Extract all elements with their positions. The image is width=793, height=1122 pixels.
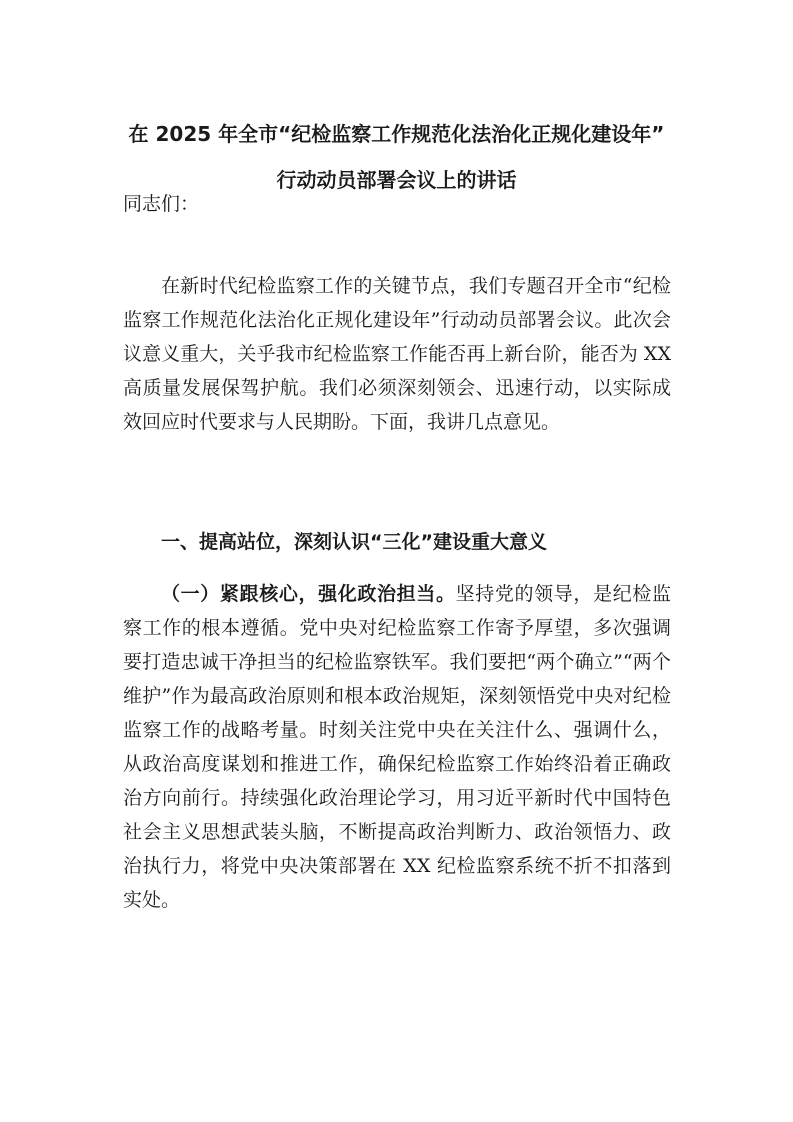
subsection-body: 坚持党的领导，是纪检监察工作的根本遵循。党中央对纪检监察工作寄予厚望，多次强调要打造忠诚干净担当的纪检监察铁军。我们要把“两个确立”“两个维护”作为最高政治原则和根本政治规矩，深刻领悟党中央对纪检监察工作的战略考量。时刻关注党中央在关注什么、强调什么，从政治高度谋划和推进工作，确保纪检监察工作始终沿着正确政治方向前行。持续强化政治理论学习，用习近平新时代中国特色社会主义思想武装头脑，不断提高政治判断力、政治领悟力、政治执行力，将党中央决策部署在 XX 纪检监察系统不折不扣落到实处。 [123,583,671,911]
document-title-line-1: 在 2025 年全市“纪检监察工作规范化法治化正规化建设年” [128,122,665,146]
intro-paragraph: 在新时代纪检监察工作的关键节点，我们专题召开全市“纪检监察工作规范化法治化正规化建设年”行动动员部署会议。此次会议意义重大，关乎我市纪检监察工作能否再上新台阶，能否为 XX 高质量发展保驾护航。我们必须深刻领会、迅速行动，以实际成效回应时代要求与人民期盼。下面，我讲几点意见。 [123,275,671,433]
document-title-line-2: 行动动员部署会议上的讲话 [276,168,517,192]
salutation: 同志们： [123,193,200,215]
section-1-subsection-1-paragraph [123,577,671,917]
section-1-heading: 一、提高站位，深刻认识“三化”建设重大意义 [161,531,547,553]
subsection-lead: （一）紧跟核心，强化政治担当。 [161,583,456,605]
